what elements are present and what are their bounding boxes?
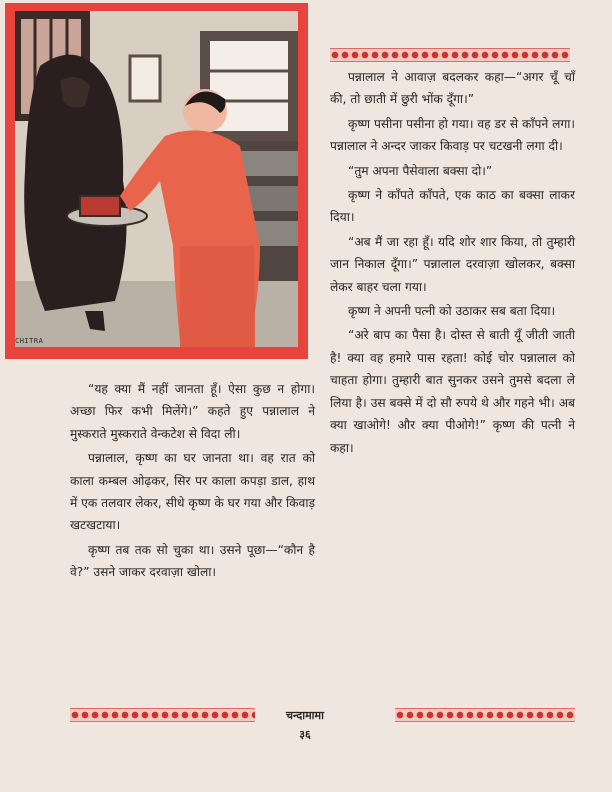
- paragraph: कृष्ण ने काँपते काँपते, एक काठ का बक्सा लाकर दिया।: [330, 188, 575, 225]
- paragraph: कृष्ण ने अपनी पत्नी को उठाकर सब बता दिया।: [348, 304, 556, 319]
- paragraph: “यह क्या मैं नहीं जानता हूँ। ऐसा कुछ न होगा। अच्छा फिर कभी मिलेंगे।” कहते हुए पन्नालाल ने मुस्कराते मुस्कराते वेन्कटेश से विदा ली।: [70, 382, 315, 441]
- paragraph: पन्नालाल, कृष्ण का घर जानता था। वह रात को काला कम्बल ओढ़कर, सिर पर काला कपड़ा डाल, हाथ में एक तलवार लेकर, सीधे कृष्ण के घर गया और किवाड़ खटखटाया।: [70, 451, 315, 533]
- artist-signature: CHITRA: [15, 337, 44, 345]
- paragraph: पन्नालाल ने आवाज़ बदलकर कहा—“अगर चूँ चाँ की, तो छाती में छुरी भोंक दूँगा।”: [330, 70, 575, 107]
- page-number: ३६: [299, 728, 311, 741]
- right-text-column: [330, 66, 575, 461]
- decorative-border-bottom-left: [70, 708, 255, 722]
- paragraph: “तुम अपना पैसेवाला बक्सा दो।”: [348, 163, 493, 178]
- paragraph: “अब मैं जा रहा हूँ। यदि शोर शार किया, तो तुम्हारी जान निकाल दूँगा।” पन्नालाल दरवाज़ा खोलकर, बक्सा लेकर बाहर चला गया।: [330, 234, 575, 294]
- illustration-frame: [5, 3, 308, 359]
- decorative-border-top: [330, 48, 570, 62]
- decorative-border-bottom-right: [395, 708, 575, 722]
- paragraph: “अरे बाप का पैसा है। दोस्त से बाती यूँ जीती जाती है! क्या वह हमारे पास रहता! कोई चोर पन्नालाल को चाहता होगा। तुम्हारी बात सुनकर उसने तुमसे बदला ले लिया है। उस बक्से में दो सौ रुपये थे और गहने भी। अब क्या खाओगे! और क्या पीओगे!” कृष्ण की पत्नी ने कहा।: [330, 328, 575, 455]
- illustration-artwork: [15, 11, 298, 347]
- paragraph: कृष्ण पसीना पसीना हो गया। वह डर से काँपने लगा। पन्नालाल ने अन्दर जाकर किवाड़ पर चटखनी लगा दी।: [330, 116, 575, 154]
- left-text-column: [70, 378, 315, 586]
- magazine-name: चन्दामामा: [286, 709, 324, 722]
- story-illustration: [15, 11, 298, 347]
- paragraph: कृष्ण तब तक सो चुका था। उसने पूछा—“कौन है वे?” उसने जाकर दरवाज़ा खोला।: [70, 542, 315, 580]
